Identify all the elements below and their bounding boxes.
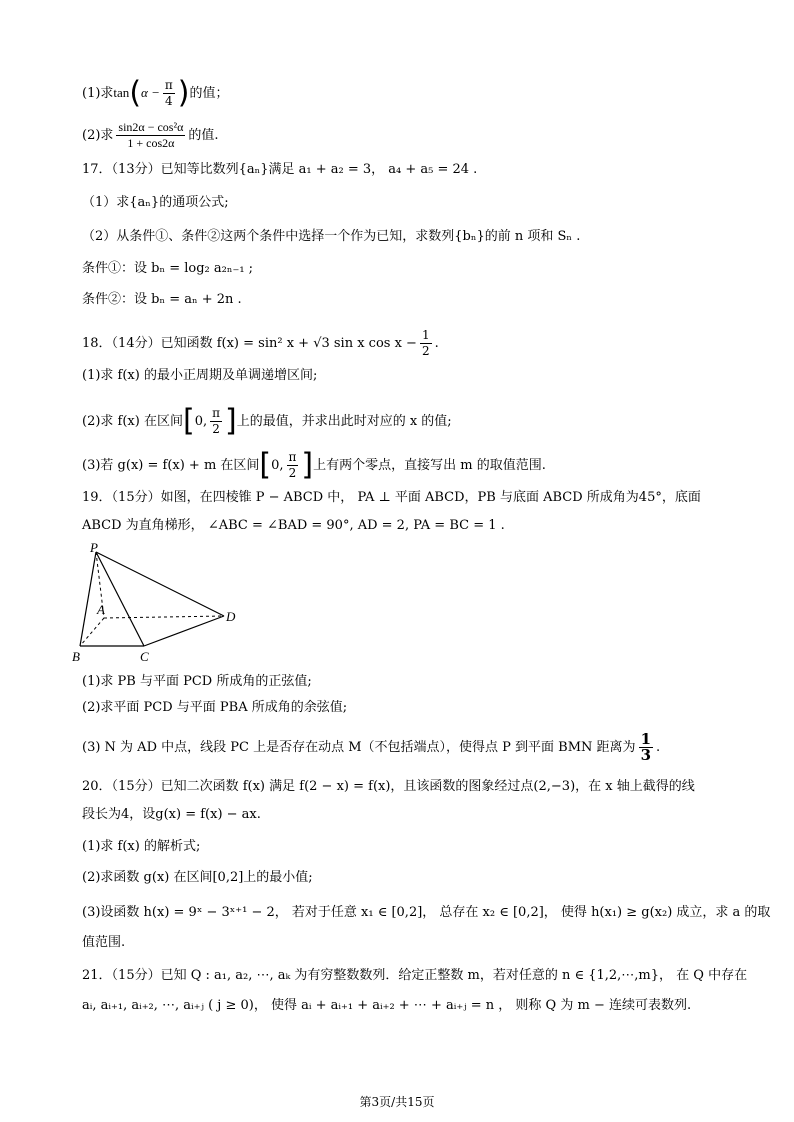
line-q18-3 <box>82 447 724 483</box>
text: (3) N 为 AD 中点，线段 PC 上是否存在动点 M（不包括端点），使得点 P 到平面 BMN 距离为 <box>82 740 636 755</box>
fraction-sin-cos <box>116 120 185 151</box>
line-cond1: 条件①：设 bₙ = log₂ a₂ₙ₋₁ ; <box>82 261 254 276</box>
edge-PD <box>96 552 224 616</box>
text: . <box>434 336 439 351</box>
line-q20-a: 20．（15分）已知二次函数 f(x) 满足 f(2 − x) = f(x)，且该函数的图象经过点(2,−3)，在 x 轴上截得的线 <box>82 779 695 794</box>
label-B: B <box>72 649 80 664</box>
line-q18-1: (1)求 f(x) 的最小正周期及单调递增区间; <box>82 368 318 383</box>
frac-num: 1 <box>421 328 430 342</box>
page-footer: 第3页/共15页 <box>359 1095 435 1109</box>
bracket-left: [ <box>259 447 272 483</box>
text: 的值； <box>189 86 229 101</box>
label-A: A <box>97 602 105 617</box>
math-zero: 0, <box>194 414 208 429</box>
line-q16-1 <box>82 75 724 111</box>
frac-den: 2 <box>212 422 220 436</box>
frac-num: π <box>164 78 173 92</box>
frac-den: 2 <box>288 466 297 480</box>
label-P: P <box>90 540 98 555</box>
frac-num: 1 <box>640 730 651 748</box>
fraction-half <box>420 328 432 359</box>
edge-PB <box>80 552 96 646</box>
line-q20-b: 段长为4，设g(x) = f(x) − ax. <box>82 807 261 822</box>
text: (2)求 <box>82 128 114 143</box>
line-q20-3: (3)设函数 h(x) = 9ˣ − 3ˣ⁺¹ − 2， 若对于任意 x₁ ∈ [0,2]， 总存在 x₂ ∈ [0,2]， 使得 h(x₁) ≥ g(x₂) 成立，求 a 的取 <box>82 905 771 920</box>
label-D: D <box>226 609 236 624</box>
line-q16-2 <box>82 120 724 151</box>
line-q19-3 <box>82 732 724 763</box>
text: . <box>656 740 661 755</box>
line-q19-b: ABCD 为直角梯形， ∠ABC = ∠BAD = 90°, AD = 2, PA = BC = 1 . <box>82 518 505 533</box>
frac-den: 2 <box>421 344 430 358</box>
frac-num: sin2α − cos²α <box>118 120 184 134</box>
pyramid-figure <box>70 540 250 666</box>
text: 上的最值，并求出此时对应的 x 的值; <box>236 414 452 429</box>
line-q19-1: (1)求 PB 与平面 PCD 所成角的正弦值; <box>82 674 312 689</box>
text: (2)求 f(x) 在区间 <box>82 414 183 429</box>
fraction-one-third <box>639 732 653 763</box>
text: 18．（14分）已知函数 f(x) = sin² x + √3 sin x cos x − <box>82 336 417 351</box>
edge-CD <box>144 616 224 646</box>
line-q21-b: aᵢ, aᵢ₊₁, aᵢ₊₂, ⋯, aᵢ₊ⱼ ( j ≥ 0)， 使得 aᵢ + aᵢ₊₁ + aᵢ₊₂ + ⋯ + aᵢ₊ⱼ = n ， 则称 Q 为 m − 连续可表数列. <box>82 998 692 1013</box>
frac-num: π <box>288 450 297 464</box>
fraction-pi-4 <box>163 78 175 109</box>
text: (1)求 <box>82 86 114 101</box>
frac-num: π <box>212 406 220 420</box>
line-q19-2: (2)求平面 PCD 与平面 PBA 所成角的余弦值; <box>82 700 348 715</box>
line-q19-a: 19．（15分）如图，在四棱锥 P − ABCD 中， PA ⊥ 平面 ABCD，PB 与底面 ABCD 所成角为45°，底面 <box>82 490 701 505</box>
text: 的值. <box>188 128 219 143</box>
math-zero: 0, <box>271 458 284 473</box>
bracket-right: ] <box>224 403 237 439</box>
text: 上有两个零点，直接写出 m 的取值范围. <box>313 458 546 473</box>
line-q21-a: 21．（15分）已知 Q : a₁, a₂, ⋯, aₖ 为有穷整数数列．给定正整数 m，若对任意的 n ∈ {1,2,⋯,m}， 在 Q 中存在 <box>82 968 748 983</box>
text: (3)若 g(x) = f(x) + m 在区间 <box>82 458 260 473</box>
fraction-pi-2 <box>287 450 299 481</box>
frac-den: 1 + cos2α <box>127 136 175 150</box>
frac-den: 4 <box>165 94 173 108</box>
line-q17-1: （1）求{aₙ}的通项公式; <box>82 195 229 210</box>
paren-right: ) <box>177 75 190 111</box>
fraction-pi-2 <box>210 406 222 437</box>
edge-AD <box>104 616 224 618</box>
bracket-left: [ <box>182 403 195 439</box>
line-q17: 17．（13分）已知等比数列{aₙ}满足 a₁ + a₂ = 3， a₄ + a₅ = 24 . <box>82 162 478 177</box>
math-alpha: α − <box>141 85 160 100</box>
frac-den: 3 <box>640 746 651 764</box>
line-q20-3b: 值范围. <box>82 935 126 950</box>
bracket-right: ] <box>301 447 314 483</box>
label-C: C <box>140 649 149 664</box>
line-q20-1: (1)求 f(x) 的解析式; <box>82 839 201 854</box>
line-q20-2: (2)求函数 g(x) 在区间[0,2]上的最小值; <box>82 870 313 885</box>
line-q17-2: （2）从条件①、条件②这两个条件中选择一个作为已知，求数列{bₙ}的前 n 项和 Sₙ . <box>82 229 581 244</box>
edge-PC <box>96 552 144 646</box>
line-q18-2 <box>82 403 724 439</box>
paren-left: ( <box>129 75 142 111</box>
line-q18 <box>82 328 724 359</box>
line-cond2: 条件②：设 bₙ = aₙ + 2n . <box>82 292 242 307</box>
math-tan: tan <box>113 85 130 100</box>
